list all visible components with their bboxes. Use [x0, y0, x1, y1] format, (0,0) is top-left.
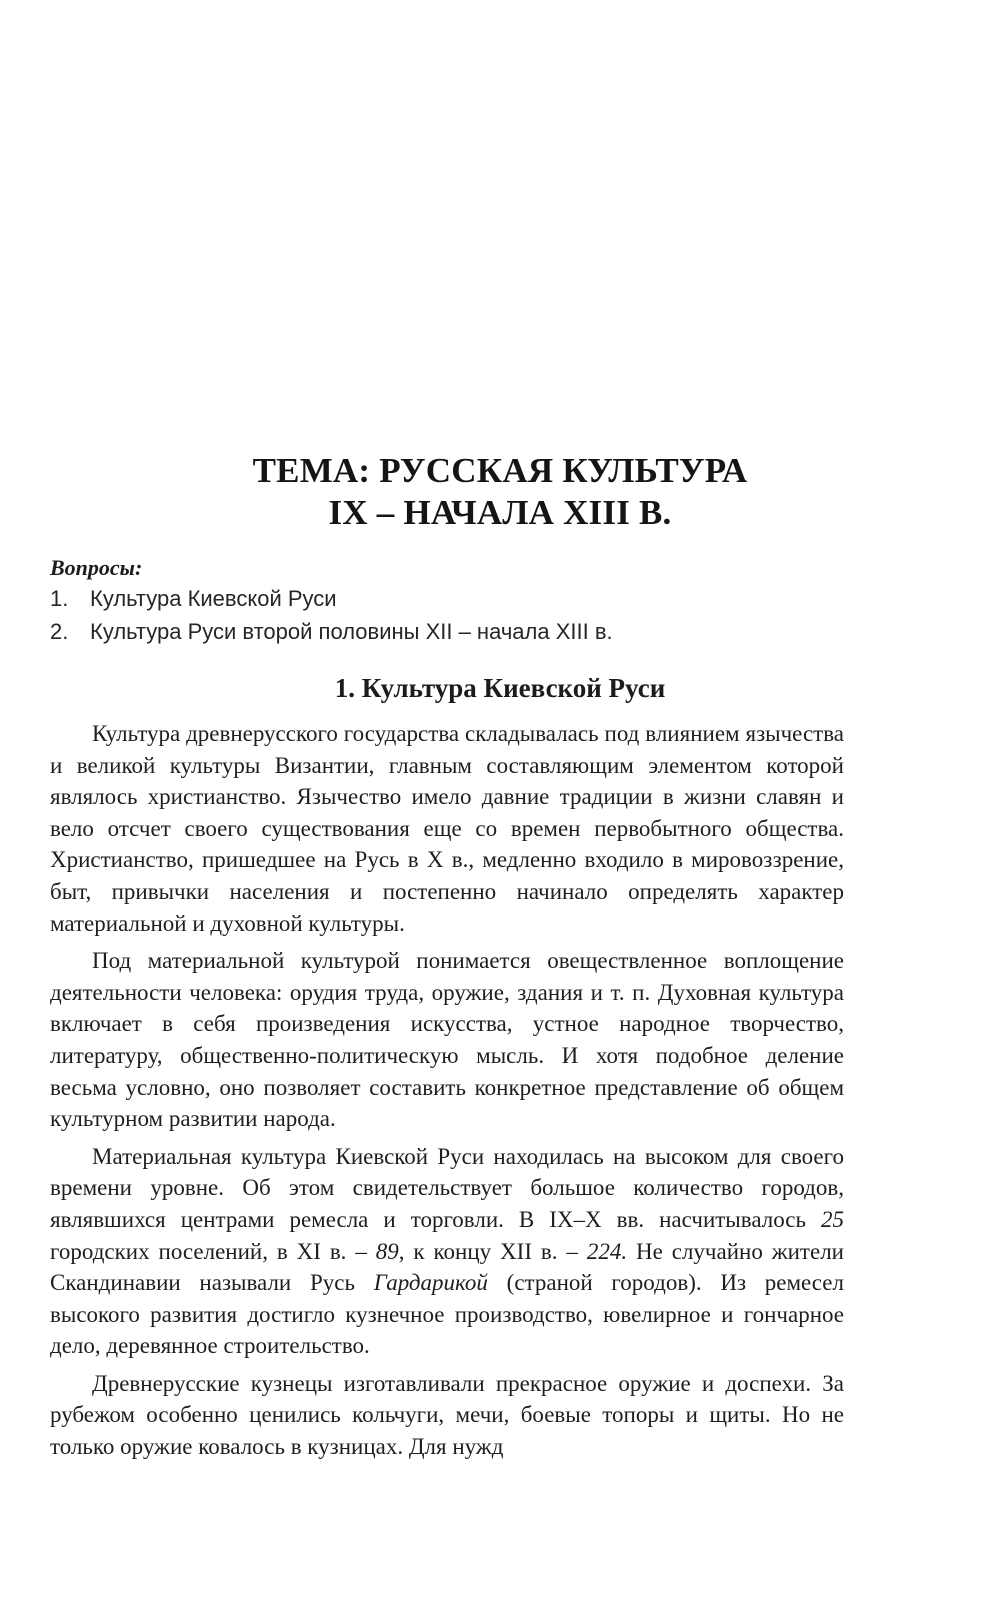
section-heading: 1. Культура Киевской Руси [334, 673, 666, 703]
section-body [50, 718, 844, 1469]
question-text: Культура Руси второй половины XII – начала XIII в. [90, 619, 613, 644]
paragraph-text: Не случайно жители Скандинавии называли Русь [50, 1238, 844, 1296]
topic-title [0, 450, 1000, 534]
italic-number: 224. [586, 1238, 628, 1264]
italic-number: 89 [375, 1238, 399, 1264]
paragraph-text: , к концу XII в. – [398, 1238, 587, 1264]
question-item [50, 615, 850, 648]
paragraph-text: городских поселений, в XI в. – [50, 1238, 376, 1264]
question-item [50, 582, 850, 615]
paragraph: Культура древнерусского государства складывалась под влиянием язычества и великой культуры Византии, главным составляющим элементом которой являлось христианство. Язычество имело давние традиции в жизни славян и вело отсчет своего существования еще со времен первобытного общества. Христианство, пришедшее на Русь в X в., медленно входило в мировоззрение, быт, привычки населения и постепенно начинало определять характер материальной и духовной культуры. [50, 721, 844, 936]
question-text: Культура Киевской Руси [90, 586, 337, 611]
paragraph [50, 1141, 844, 1362]
questions-block [50, 554, 850, 648]
topic-title-line-1: ТЕМА: РУССКАЯ КУЛЬТУРА [252, 451, 748, 490]
paragraph: Под материальной культурой понимается овеществленное воплощение деятельности человека: орудия труда, оружие, здания и т. п. Духовная культура включает в себя произведения искусства, устное народное творчество, литературу, общественно-политическую мысль. И хотя подобное деление весьма условно, оно позволяет составить конкретное представление об общем культурном развитии народа. [50, 948, 844, 1132]
paragraph-text: (страной городов). Из ремесел высокого развития достигло кузнечное производство, ювелирное и гончарное дело, деревянное строительство. [50, 1270, 844, 1359]
topic-title-line-2: IX – НАЧАЛА XIII В. [328, 493, 672, 532]
question-number: 2. [50, 619, 69, 644]
paragraph: Древнерусские кузнецы изготавливали прекрасное оружие и доспехи. За рубежом особенно ценились кольчуги, мечи, боевые топоры и щиты. Но не только оружие ковалось в кузницах. Для нужд [50, 1370, 844, 1460]
questions-label: Вопросы: [50, 555, 143, 580]
questions-list [50, 582, 850, 648]
question-number: 1. [50, 586, 69, 611]
italic-term: Гардарикой [373, 1270, 488, 1296]
italic-number: 25 [821, 1206, 844, 1232]
paragraph-text: Материальная культура Киевской Руси находилась на высоком для своего времени уровне. Об этом свидетельствует большое количество городов, являвшихся центрами ремесла и торговли. В IX–X вв. насчитывалось [50, 1143, 844, 1232]
